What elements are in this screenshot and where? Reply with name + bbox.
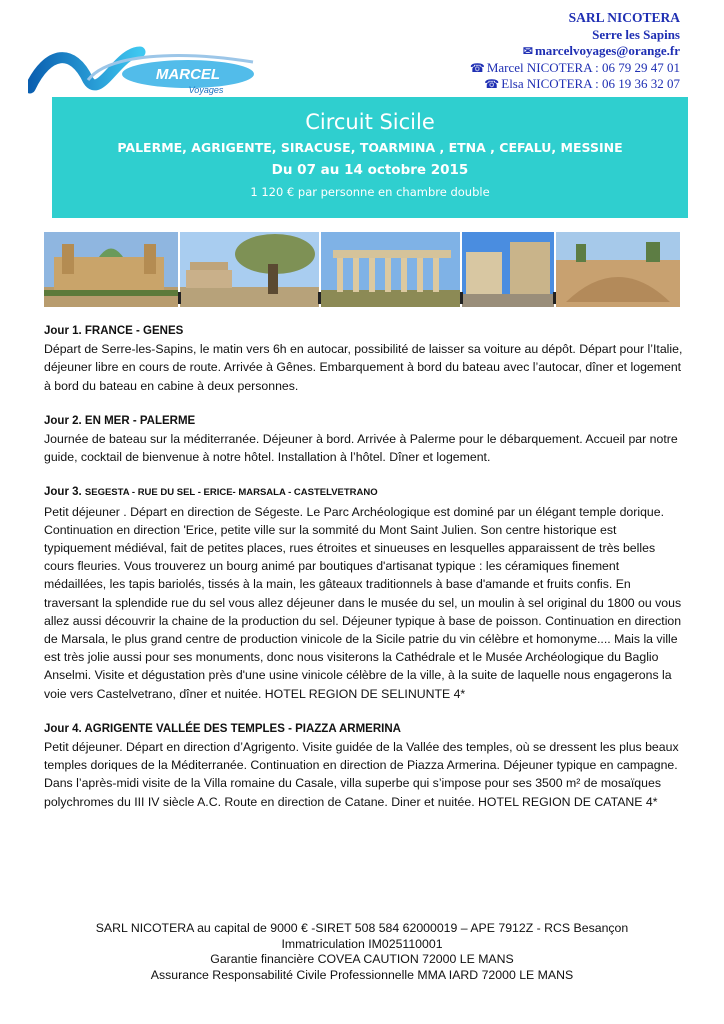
tour-price: 1 120 € par personne en chambre double [250, 185, 490, 199]
tour-title: Circuit Sicile [305, 110, 435, 134]
contact-phone-marcel: Marcel NICOTERA : 06 79 29 47 01 [486, 59, 680, 75]
footer-guarantee-line: Garantie financière COVEA CAUTION 72000 LE MANS [210, 952, 514, 967]
telephone-icon: ☎ [469, 60, 485, 75]
day-description: Départ de Serre-les-Sapins, le matin vers 6h en autocar, possibilité de laisser sa voiture au dépôt. Départ pour l’Italie, déjeuner libre en cours de route. Arrivée à Gênes. Embarquement à bord du bateau avec l’autocar, dîner et logement à bord du bateau en cabine à deux personnes. [44, 342, 683, 393]
contact-phone-elsa: Elsa NICOTERA : 06 19 36 32 07 [501, 76, 680, 91]
contact-block [470, 10, 680, 93]
envelope-icon: ✉ [522, 44, 533, 58]
photo-strip [44, 232, 680, 310]
tour-dates: Du 07 au 14 octobre 2015 [271, 162, 469, 178]
photo-divider [460, 292, 463, 304]
telephone-icon: ☎ [484, 77, 500, 91]
day-description: Journée de bateau sur la méditerranée. Déjeuner à bord. Arrivée à Palerme pour le débarquement. Accueil par notre guide, cocktail de bienvenue à notre hôtel. Installation à l’hôtel. Dîner et logement. [44, 432, 678, 465]
olive-tree-temple-photo [180, 232, 319, 307]
ancient-theatre-photo [556, 232, 680, 307]
legal-footer [0, 921, 724, 983]
day-description: Petit déjeuner . Départ en direction de Ségeste. Le Parc Archéologique est dominé par un élégant temple dorique. Continuation en direction 'Erice, petite ville sur la sommité du Mont Saint Julien. Son centre historique est typiquement médiéval, fait de petites places, rues étroites et sinueuses en lesquelles apparaissent de très belles cours fleuries. Vous trouverez un bourg animé par boutiques d'artisanat typique : les céramiques finement médaillées, les tapis bariolés, tissés à la main, les gâteaux traditionnels à base d'amande et fruits confis. En traversant la splendide rue du sel vous allez déjeuner dans le musée du sel, un moulin à sel original du 1800 ou vous allez aussi découvrir la chaine de la production du sel. Déjeuner typique à base de poisson. Continuation en direction de Marsala, le plus grand centre de production vinicole de la Sicile patrie du vin célèbre et homonyme.... Mais la ville est très jolie aussi pour ses monuments, donc nous visiterons la Cathédrale et le Musée Archéologique du Baglio Anselmi. Visite et dégustation près d'une usine vinicole célèbre de la ville, à la suite de laquelle nous engagerons la voie vers Castelvetrano, dîner et nuitée. HOTEL REGION DE SELINUNTE 4* [44, 504, 682, 701]
contact-email[interactable]: marcelvoyages@orange.fr [534, 43, 680, 58]
tour-banner [52, 97, 688, 218]
marcel-voyages-logo [28, 40, 258, 102]
day-title: Jour 1. FRANCE - GENES [44, 325, 184, 337]
day-section [44, 483, 684, 702]
logo-sub-text: Voyages [188, 85, 224, 95]
day-section [44, 720, 684, 811]
day-title: Jour 4. AGRIGENTE VALLÉE DES TEMPLES - PIAZZA ARMERINA [44, 722, 401, 735]
town-street-photo [462, 232, 554, 307]
tour-towns: PALERME, AGRIGENTE, SIRACUSE, TOARMINA , ETNA , CEFALU, MESSINE [117, 140, 623, 155]
day-title: Jour 2. EN MER - PALERME [44, 414, 196, 427]
day-title: Jour 3. SEGESTA - RUE DU SEL - ERICE- MARSALA - CASTELVETRANO [44, 486, 378, 499]
photo-divider [178, 292, 181, 304]
footer-registration-line: Immatriculation IM025110001 [281, 936, 443, 951]
day-section [44, 412, 684, 467]
footer-insurance-line: Assurance Responsabilité Civile Professionnelle MMA IARD 72000 LE MANS [150, 967, 574, 982]
palermo-cathedral-photo [44, 232, 178, 307]
company-name: SARL NICOTERA [568, 10, 680, 25]
itinerary [44, 322, 684, 828]
segesta-temple-photo [321, 232, 460, 307]
photo-divider [553, 292, 556, 304]
company-locality: Serre les Sapins [592, 26, 680, 42]
day-section [44, 322, 684, 395]
logo-brand-text: MARCEL [155, 66, 221, 83]
day-description: Petit déjeuner. Départ en direction d’Agrigento. Visite guidée de la Vallée des temples, où se dressent les plus beaux temples doriques de la Méditerranée. Continuation en direction de Piazza Armerina. Déjeuner typique en campagne. Dans l’après-midi visite de la Villa romaine du Casale, villa superbe qui s’impose pour ses 3500 m² de mosaïques polychromes du III IV siècle A.C. Route en direction de Catane. Diner et nuitée. HOTEL REGION DE CATANE 4* [44, 740, 679, 809]
photo-divider [318, 292, 321, 304]
footer-company-line: SARL NICOTERA au capital de 9000 € -SIRET 508 584 62000019 – APE 7912Z - RCS Besançon [95, 921, 629, 935]
